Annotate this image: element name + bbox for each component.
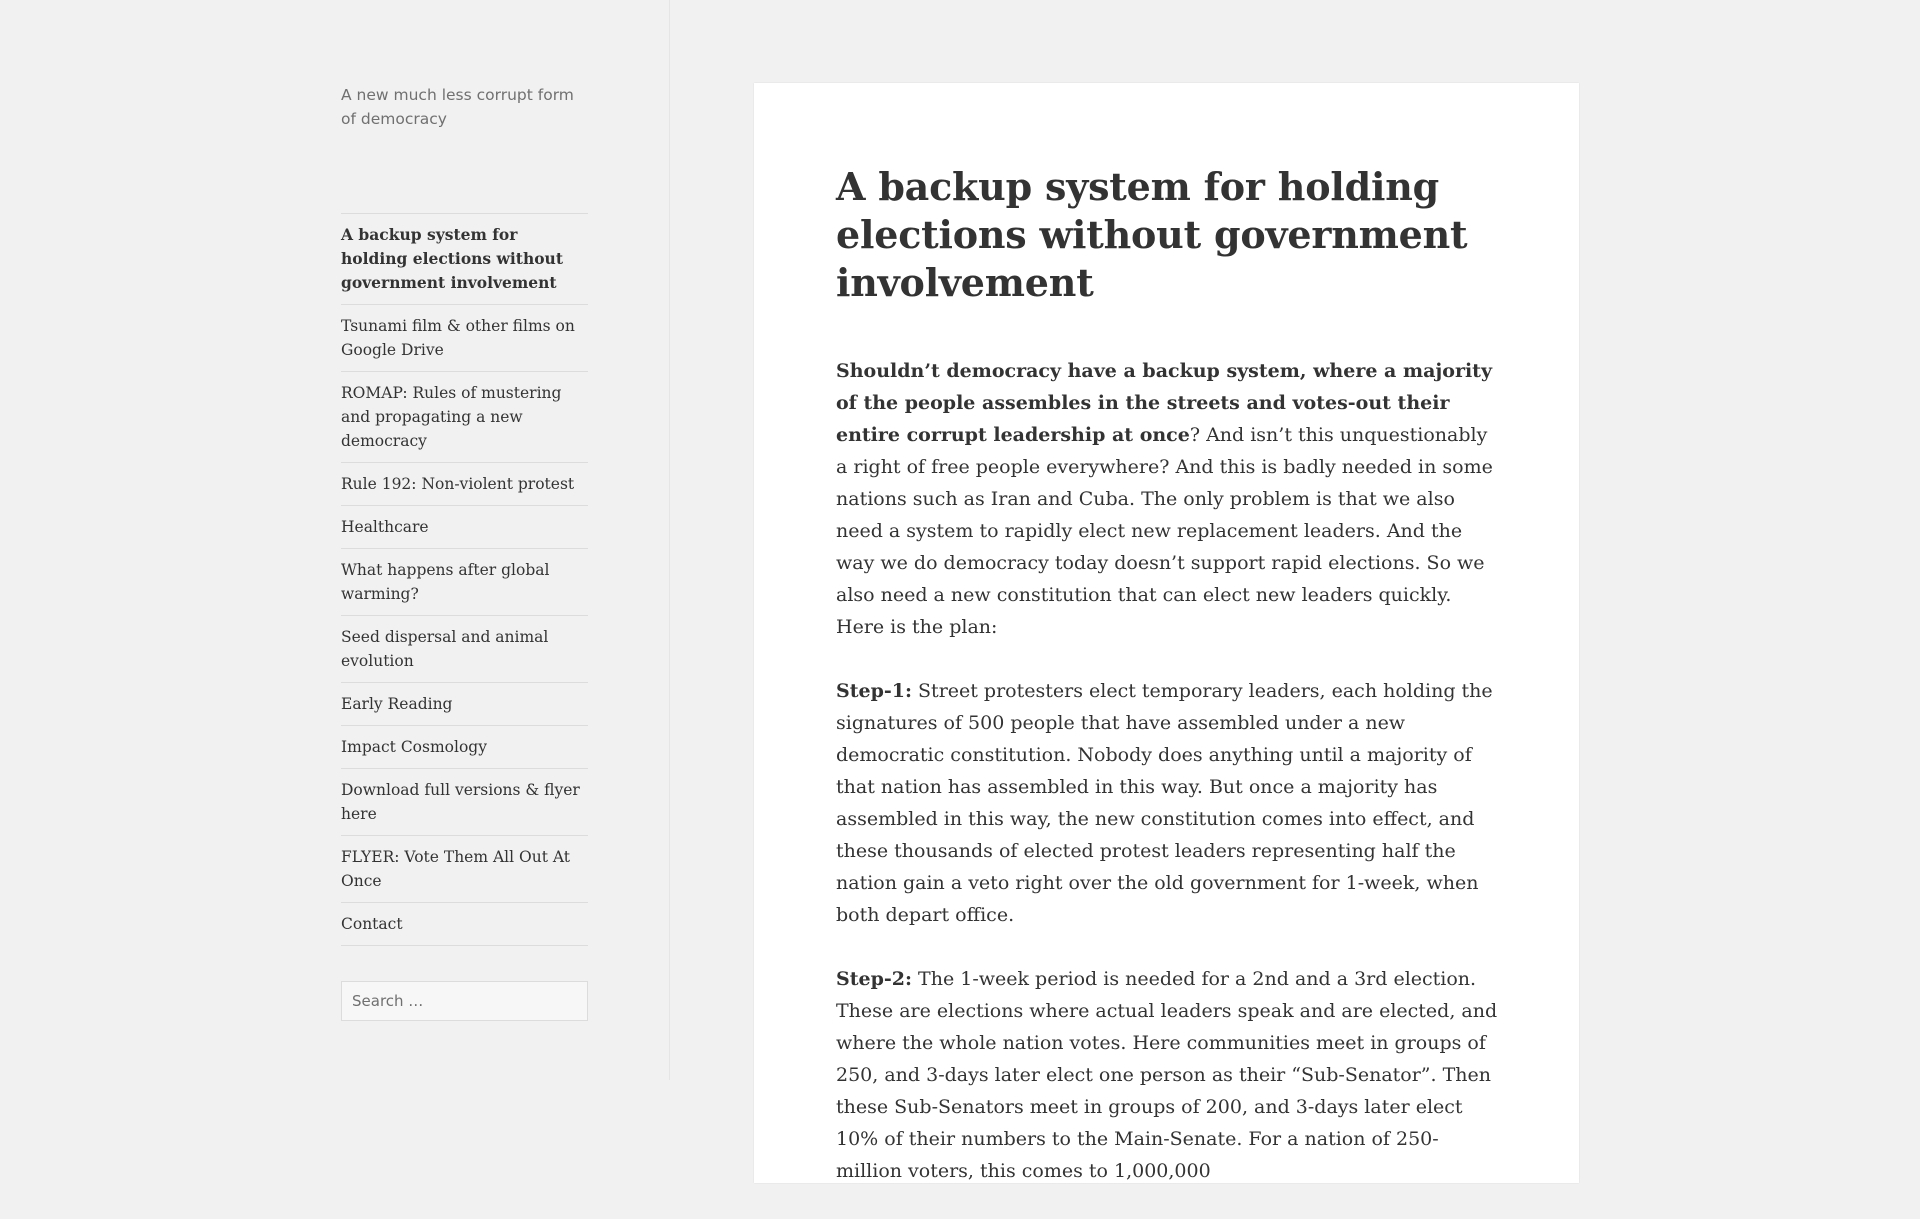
intro-text: ? And isn’t this unquestionably a right of free people everywhere? And this is badly needed in some nations such as Iran and Cuba. The only problem is that we also need a system to rapidly elect new replacement leaders. And the way we do democracy today doesn’t support rapid elections. So we also need a new constitution that can elect new leaders quickly. Here is the plan: <box>836 424 1493 638</box>
menu-item[interactable]: A backup system for holding elections without government involvement <box>341 214 588 305</box>
intro-bold-text: Shouldn’t democracy have a backup system, where a majority of the people assembles in the streets and votes-out their entire corrupt leadership at once <box>836 360 1492 446</box>
article-content <box>836 163 1501 1219</box>
step-1-label: Step-1: <box>836 680 912 702</box>
menu-item[interactable]: Impact Cosmology <box>341 726 588 769</box>
menu-item[interactable]: What happens after global warming? <box>341 549 588 616</box>
main-menu <box>341 213 588 946</box>
menu-item[interactable]: Early Reading <box>341 683 588 726</box>
menu-item[interactable]: Download full versions & flyer here <box>341 769 588 836</box>
menu-item[interactable]: Contact <box>341 903 588 946</box>
search-input[interactable] <box>341 981 588 1021</box>
menu-item[interactable]: FLYER: Vote Them All Out At Once <box>341 836 588 903</box>
step-1-text: Street protesters elect temporary leaders, each holding the signatures of 500 people that have assembled under a new democratic constitution. Nobody does anything until a majority of that nation has assembled in this way. But once a majority has assembled in this way, the new constitution comes into effect, and these thousands of elected protest leaders representing half the nation gain a veto right over the old government for 1-week, when both depart office. <box>836 680 1493 926</box>
step-1-paragraph <box>836 675 1501 931</box>
sidebar <box>0 0 670 1080</box>
step-2-label: Step-2: <box>836 968 912 990</box>
step-2-text: The 1-week period is needed for a 2nd and a 3rd election. These are elections where actual leaders speak and are elected, and where the whole nation votes. Here communities meet in groups of 250, and 3-days later elect one person as their “Sub-Senator”. Then these Sub-Senators meet in groups of 200, and 3-days later elect 10% of their numbers to the Main-Senate. For a nation of 250-million voters, this comes to 1,000,000 <box>836 968 1498 1182</box>
menu-item[interactable]: Tsunami film & other films on Google Drive <box>341 305 588 372</box>
article-title: A backup system for holding elections without government involvement <box>836 164 1468 305</box>
intro-paragraph <box>836 355 1501 643</box>
menu-item[interactable]: Seed dispersal and animal evolution <box>341 616 588 683</box>
menu-item[interactable]: ROMAP: Rules of mustering and propagating a new democracy <box>341 372 588 463</box>
step-2-paragraph <box>836 963 1501 1187</box>
article-body <box>836 355 1501 1187</box>
article-card <box>754 83 1579 1183</box>
menu-item[interactable]: Rule 192: Non-violent protest <box>341 463 588 506</box>
menu-item[interactable]: Healthcare <box>341 506 588 549</box>
site-tagline: A new much less corrupt form of democracy <box>341 86 574 128</box>
